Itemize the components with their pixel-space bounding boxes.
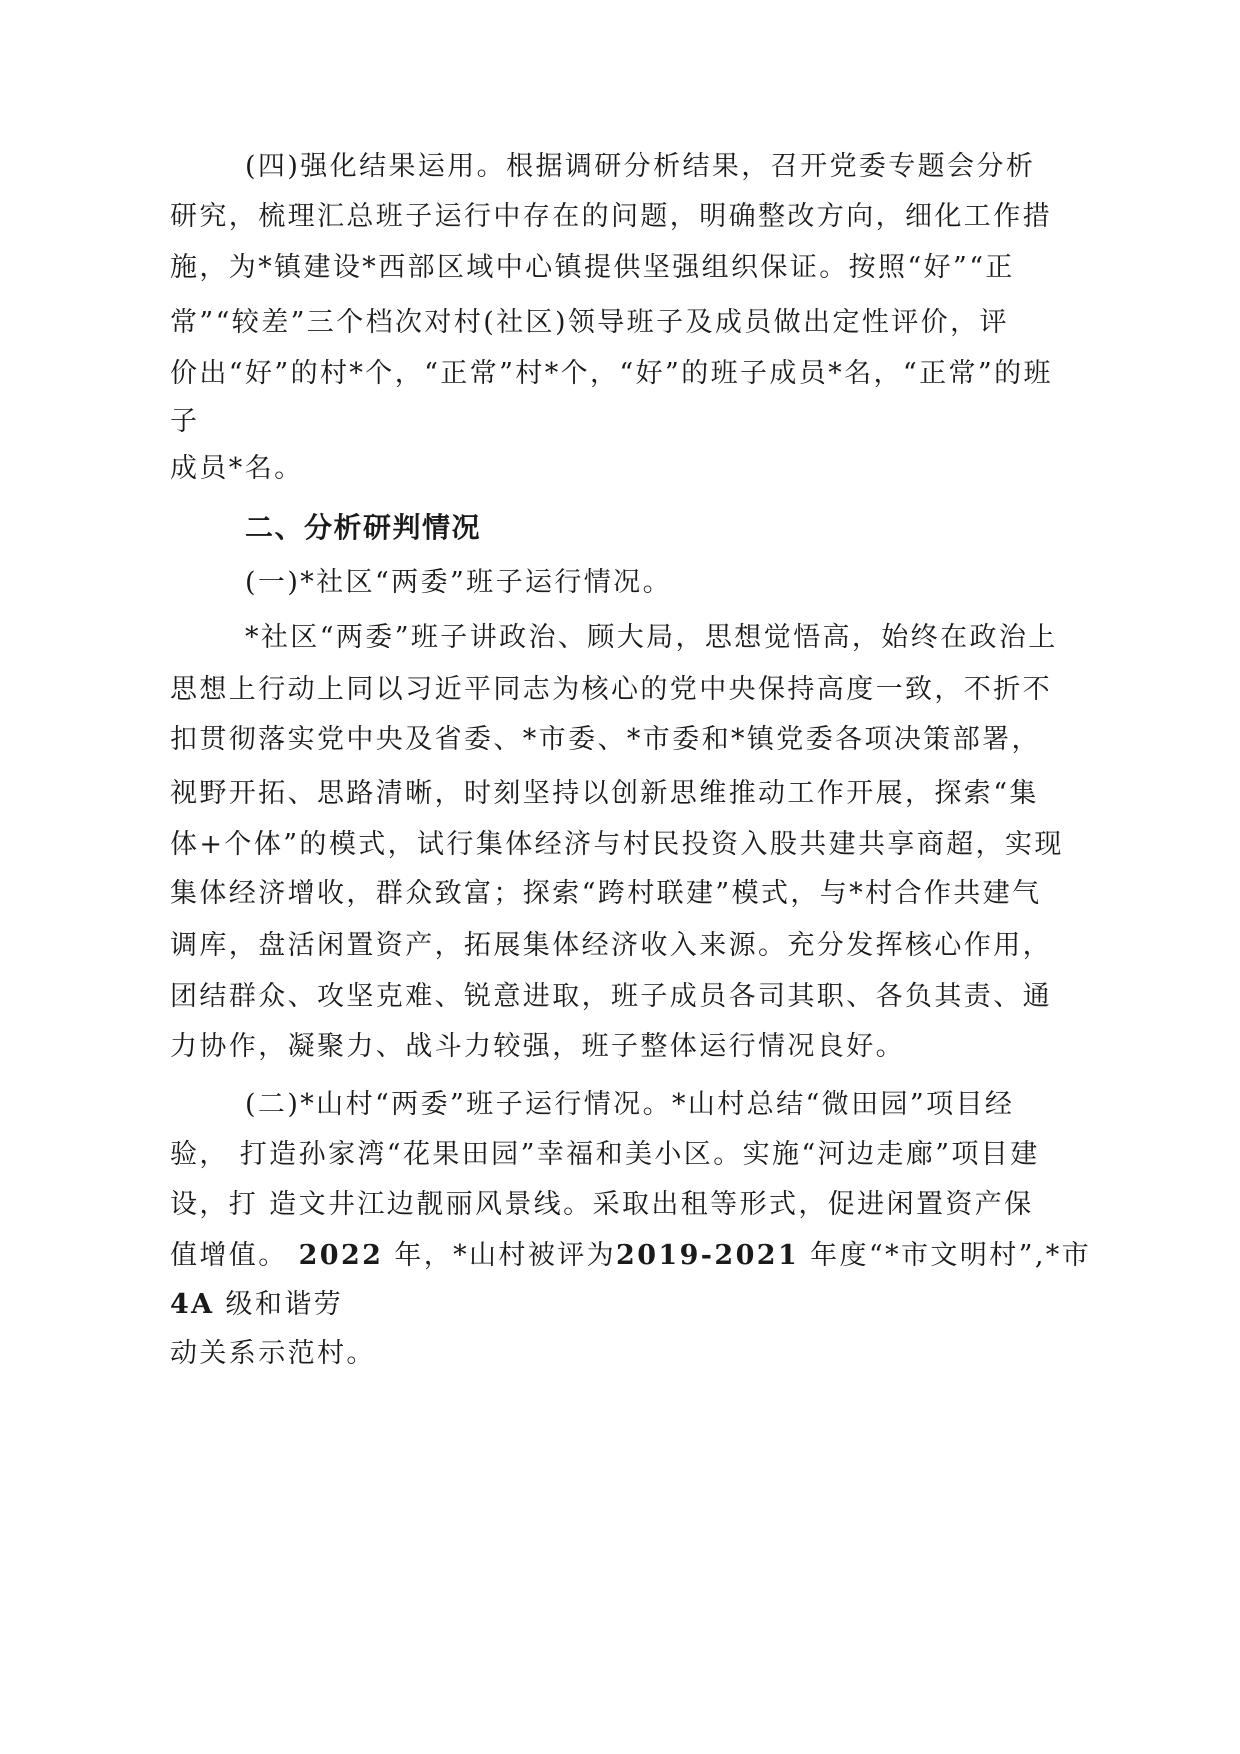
body-one-line-7: 调库，盘活闲置资产，拓展集体经济收入来源。充分发挥核心作用， [170,930,1052,961]
grade-4a: 4A [170,1289,215,1320]
body-one-line-4: 视野开拓、思路清晰，时刻坚持以创新思维推动工作开展，探索“集 [170,778,1039,809]
body-one-line-1: *社区“两委”班子讲政治、顾大局，思想觉悟高，始终在政治上 [245,622,1058,653]
line4-mid-text: 年，*山村被评为 [383,1240,617,1271]
paragraph-two-line-3: 设，打 造文井江边靓丽风景线。采取出租等形式，促进闲置资产保 [170,1189,1034,1220]
line4-pre-text: 值增值。 [170,1240,299,1271]
paragraph-two-line-1: (二)*山村“两委”班子运行情况。*山村总结“微田园”项目经 [245,1089,1015,1120]
body-one-line-9: 力协作，凝聚力、战斗力较强，班子整体运行情况良好。 [170,1031,905,1062]
body-one-line-6: 集体经济增收，群众致富；探索“跨村联建”模式，与*村合作共建气 [170,878,1042,909]
paragraph-two-line-6: 动关系示范村。 [170,1338,376,1369]
body-one-line-3: 扣贯彻落实党中央及省委、*市委、*市委和*镇党委各项决策部署， [170,724,1041,755]
paragraph-two-line-4 [170,1238,1091,1274]
section-two-heading: 二、分析研判情况 [245,511,482,544]
body-one-line-2: 思想上行动上同以习近平同志为核心的党中央保持高度一致，不折不 [170,674,1052,705]
paragraph-four-line-3: 施，为*镇建设*西部区域中心镇提供坚强组织保证。按照“好”“正 [170,252,1015,283]
paragraph-four-line-4: 常”“较差”三个档次对村(社区)领导班子及成员做出定性评价，评 [170,307,1009,338]
subheading-one: (一)*社区“两委”班子运行情况。 [245,567,672,598]
body-one-line-5: 体+个体”的模式，试行集体经济与村民投资入股共建共享商超，实现 [170,829,1064,860]
line4-end-text: 年度“*市文明村”,*市 [799,1240,1092,1271]
year-range: 2019-2021 [616,1240,800,1271]
paragraph-two-line-5 [170,1287,343,1323]
line5-rest-text: 级和谐劳 [214,1289,344,1320]
paragraph-four-line-1: (四)强化结果运用。根据调研分析结果，召开党委专题会分析 [245,151,1036,182]
paragraph-two-line-2: 验， 打造孙家湾“花果田园”幸福和美小区。实施“河边走廊”项目建 [170,1139,1040,1170]
year-2022: 2022 [298,1240,384,1271]
paragraph-four-line-6: 子 [170,406,200,437]
paragraph-four-line-2: 研究，梳理汇总班子运行中存在的问题，明确整改方向，细化工作措 [170,201,1052,232]
body-one-line-8: 团结群众、攻坚克难、锐意进取，班子成员各司其职、各负其责、通 [170,981,1052,1012]
paragraph-four-line-7: 成员*名。 [170,453,304,484]
paragraph-four-line-5: 价出“好”的村*个，“正常”村*个，“好”的班子成员*名，“正常”的班 [170,358,1053,389]
